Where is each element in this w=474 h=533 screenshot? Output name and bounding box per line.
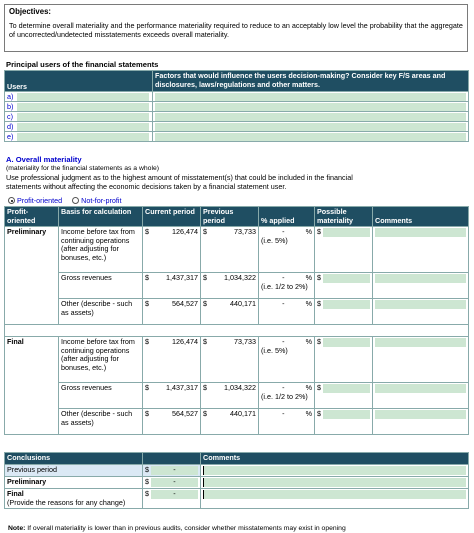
comments-cell[interactable]: [373, 273, 469, 299]
factors-input[interactable]: [155, 133, 466, 141]
overall-materiality-title: A. Overall materiality: [6, 155, 82, 164]
not-for-profit-radio[interactable]: Not-for-profit: [72, 196, 121, 205]
user-input[interactable]: [17, 93, 149, 101]
conclusion-row: [5, 464, 469, 476]
principal-users-title: Principal users of the financial statements: [6, 60, 159, 69]
note-label: Note:: [8, 525, 26, 532]
user-input[interactable]: [17, 123, 149, 131]
basis-cell: Other (describe - such as assets): [59, 409, 143, 435]
user-label-cell: e): [5, 132, 153, 142]
basis-cell: Income before tax from continuing operations (after adjusting for bonuses, etc.): [59, 337, 143, 383]
user-row: [5, 132, 469, 142]
previous-cell[interactable]: $ 1,034,322: [201, 383, 259, 409]
percent-hint: (i.e. 1/2 to 2%): [261, 281, 308, 291]
header-type: Profit-oriented: [5, 207, 59, 227]
previous-cell[interactable]: $ 73,733: [201, 227, 259, 273]
possible-cell: $: [315, 227, 373, 273]
percent-cell[interactable]: - % (i.e. 1/2 to 2%): [259, 273, 315, 299]
overall-materiality-subtitle: (materiality for the financial statements as a whole): [6, 165, 159, 172]
objectives-title: Objectives:: [9, 7, 52, 16]
conclusions-header: Conclusions: [5, 453, 143, 465]
previous-cell[interactable]: $ 73,733: [201, 337, 259, 383]
user-label-cell: b): [5, 102, 153, 112]
conclusion-comment[interactable]: [201, 488, 469, 509]
percent-cell[interactable]: - %: [259, 409, 315, 435]
current-cell[interactable]: $ 1,437,317: [143, 273, 201, 299]
possible-cell: $: [315, 273, 373, 299]
user-input[interactable]: [17, 133, 149, 141]
radio-empty-icon: [72, 197, 79, 204]
factors-input[interactable]: [155, 103, 466, 111]
conclusion-value: $ -: [143, 476, 201, 488]
user-row: [5, 102, 469, 112]
user-row: [5, 122, 469, 132]
basis-cell: Gross revenues: [59, 273, 143, 299]
basis-cell: Gross revenues: [59, 383, 143, 409]
objectives-text: To determine overall materiality and the performance materiality required to reduce to an acceptably low level the probability that the aggregate of uncorrected/undetected misstatements exceeds overall materiality.: [9, 21, 463, 39]
materiality-row: [5, 383, 469, 409]
user-label-cell: a): [5, 92, 153, 102]
comments-cell[interactable]: [373, 383, 469, 409]
factors-input[interactable]: [155, 123, 466, 131]
conclusion-row: [5, 476, 469, 488]
group-label: Final: [5, 337, 59, 435]
materiality-row: [5, 337, 469, 383]
conclusion-value: $ -: [143, 488, 201, 509]
conclusions-value-header: [143, 453, 201, 465]
materiality-row: [5, 227, 469, 273]
conclusion-label: Previous period: [5, 464, 143, 476]
basis-cell: Income before tax from continuing operations (after adjusting for bonuses, etc.): [59, 227, 143, 273]
factors-input[interactable]: [155, 113, 466, 121]
objectives-box: [4, 4, 468, 52]
current-cell[interactable]: $ 126,474: [143, 227, 201, 273]
possible-cell: $: [315, 299, 373, 325]
radio-selected-icon: [8, 197, 15, 204]
header-current: Current period: [143, 207, 201, 227]
conclusion-row: [5, 488, 469, 509]
percent-hint: (i.e. 5%): [261, 235, 288, 245]
materiality-row: [5, 273, 469, 299]
current-cell[interactable]: $ 564,527: [143, 409, 201, 435]
percent-cell[interactable]: - % (i.e. 1/2 to 2%): [259, 383, 315, 409]
conclusion-value: $ -: [143, 464, 201, 476]
comments-cell[interactable]: [373, 227, 469, 273]
user-input[interactable]: [17, 113, 149, 121]
materiality-row: [5, 299, 469, 325]
possible-cell: $: [315, 383, 373, 409]
possible-cell: $: [315, 409, 373, 435]
factors-input[interactable]: [155, 93, 466, 101]
comments-cell[interactable]: [373, 409, 469, 435]
conclusions-comments-header: Comments: [201, 453, 469, 465]
percent-cell[interactable]: - % (i.e. 5%): [259, 227, 315, 273]
materiality-table: [4, 206, 469, 435]
factors-cell: [153, 92, 469, 102]
header-possible: Possible materiality: [315, 207, 373, 227]
conclusion-comment[interactable]: [201, 476, 469, 488]
note: [8, 525, 346, 532]
conclusion-comment[interactable]: [201, 464, 469, 476]
possible-cell: $: [315, 337, 373, 383]
header-comments: Comments: [373, 207, 469, 227]
percent-hint: (i.e. 5%): [261, 345, 288, 355]
current-cell[interactable]: $ 564,527: [143, 299, 201, 325]
percent-hint: (i.e. 1/2 to 2%): [261, 391, 308, 401]
current-cell[interactable]: $ 1,437,317: [143, 383, 201, 409]
user-input[interactable]: [17, 103, 149, 111]
previous-cell[interactable]: $ 1,034,322: [201, 273, 259, 299]
header-percent: % applied: [259, 207, 315, 227]
profit-oriented-radio[interactable]: Profit-oriented: [8, 196, 62, 205]
user-row: [5, 112, 469, 122]
factors-cell: [153, 122, 469, 132]
current-cell[interactable]: $ 126,474: [143, 337, 201, 383]
user-row: [5, 92, 469, 102]
previous-cell[interactable]: $ 440,171: [201, 409, 259, 435]
entity-type-radio-group: [8, 196, 122, 205]
comments-cell[interactable]: [373, 337, 469, 383]
header-basis: Basis for calculation: [59, 207, 143, 227]
percent-cell[interactable]: - %: [259, 299, 315, 325]
factors-cell: [153, 112, 469, 122]
conclusions-table: [4, 452, 469, 509]
user-label-cell: d): [5, 122, 153, 132]
header-previous: Previous period: [201, 207, 259, 227]
materiality-row: [5, 409, 469, 435]
users-header: Users: [5, 71, 153, 92]
overall-materiality-guidance: Use professional judgment as to the highest amount of misstatement(s) that could be included in the financial statements without affecting the economic decisions taken by a financial statement user.: [6, 173, 353, 191]
group-label: Preliminary: [5, 227, 59, 325]
factors-cell: [153, 132, 469, 142]
comments-cell[interactable]: [373, 299, 469, 325]
basis-cell: Other (describe - such as assets): [59, 299, 143, 325]
principal-users-table: [4, 70, 469, 142]
percent-cell[interactable]: - % (i.e. 5%): [259, 337, 315, 383]
factors-header: Factors that would influence the users decision-making? Consider key F/S areas and disclosures, laws/regulations and other matters.: [153, 71, 469, 92]
previous-cell[interactable]: $ 440,171: [201, 299, 259, 325]
note-text: If overall materiality is lower than in previous audits, consider whether misstatements may exist in opening: [27, 525, 346, 532]
conclusion-label: Final (Provide the reasons for any change): [5, 488, 143, 509]
user-label-cell: c): [5, 112, 153, 122]
conclusion-label: Preliminary: [5, 476, 143, 488]
factors-cell: [153, 102, 469, 112]
